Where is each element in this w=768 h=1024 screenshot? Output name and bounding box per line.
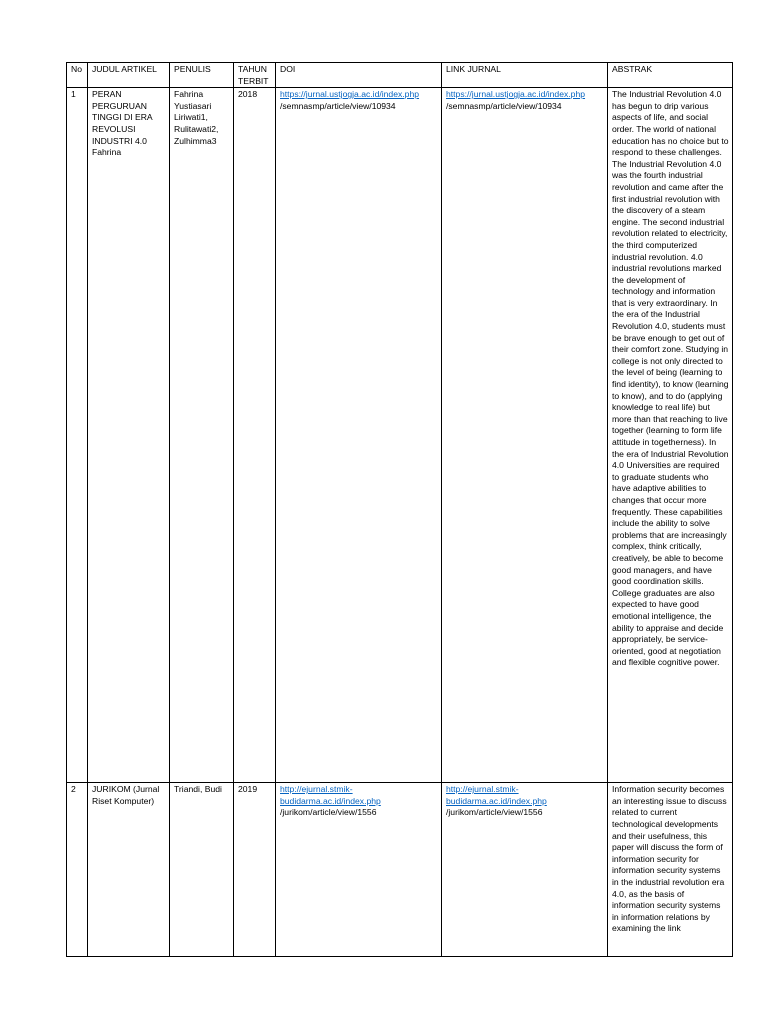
cell-link-jurnal: [442, 783, 608, 957]
journal-link-path: /semnasmp/article/view/10934: [446, 100, 562, 111]
doi-link[interactable]: https://jurnal.ustjogja.ac.id/index.php: [280, 89, 420, 100]
table-row: [67, 783, 733, 957]
header-doi: DOI: [276, 63, 442, 88]
cell-link-jurnal: [442, 88, 608, 783]
cell-judul-artikel: JURIKOM (Jurnal Riset Komputer): [88, 783, 170, 957]
header-no: No: [67, 63, 88, 88]
cell-no: 1: [67, 88, 88, 783]
doi-link[interactable]: http://ejurnal.stmik-budidarma.ac.id/index.php: [280, 784, 381, 806]
journal-link-path: /jurikom/article/view/1556: [446, 807, 543, 818]
cell-penulis: Triandi, Budi: [170, 783, 234, 957]
header-judul-artikel: JUDUL ARTIKEL: [88, 63, 170, 88]
header-abstrak: ABSTRAK: [608, 63, 733, 88]
header-penulis: PENULIS: [170, 63, 234, 88]
table-header-row: [67, 63, 733, 88]
cell-penulis: Fahrina Yustiasari Liriwati1, Rulitawati2, Zulhimma3: [170, 88, 234, 783]
header-link-jurnal: LINK JURNAL: [442, 63, 608, 88]
cell-doi: [276, 88, 442, 783]
doi-path: /jurikom/article/view/1556: [280, 807, 377, 818]
cell-doi: [276, 783, 442, 957]
doi-path: /semnasmp/article/view/10934: [280, 100, 396, 111]
journal-link[interactable]: https://jurnal.ustjogja.ac.id/index.php: [446, 89, 586, 100]
header-tahun-terbit: TAHUN TERBIT: [234, 63, 276, 88]
cell-tahun-terbit: 2018: [234, 88, 276, 783]
cell-abstrak: Information security becomes an interesting issue to discuss related to current technological developments and their usefulness, this paper will discuss the form of information security for information security systems in the industrial revolution era 4.0, as the basis of information security systems in information relations by examining the link: [608, 783, 733, 957]
table-row: [67, 88, 733, 783]
journal-link[interactable]: http://ejurnal.stmik-budidarma.ac.id/index.php: [446, 784, 547, 806]
cell-no: 2: [67, 783, 88, 957]
cell-judul-artikel: PERAN PERGURUAN TINGGI DI ERA REVOLUSI INDUSTRI 4.0 Fahrina: [88, 88, 170, 783]
cell-tahun-terbit: 2019: [234, 783, 276, 957]
cell-abstrak: The Industrial Revolution 4.0 has begun to drip various aspects of life, and social order. The world of national education has no choice but to respond to these challenges. The Industrial Revolution 4.0 was the fourth industrial revolution and came after the first industrial revolution with the discovery of a steam engine. The second industrial revolution related to electricity, the third computerized industrial revolution. 4.0 industrial revolutions marked the development of technology and information that is very extraordinary. In the era of the Industrial Revolution 4.0, students must be brave enough to get out of their comfort zone. Studying in college is not only directed to the level of being (learning to find identity), to know (learning to know), and to do (applying knowledge to real life) but more than that reaching to live together (learning to form life attitude in togetherness). In the era of Industrial Revolution 4.0 Universities are required to graduate students who have adaptive abilities to changes that occur more frequently. These capabilities include the ability to solve problems that are increasingly complex, think critically, creatively, be able to become good managers, and have good coordination skills. College graduates are also expected to have good emotional intelligence, the ability to appraise and decide appropriately, be service-oriented, good at negotiation and flexible cognitive power.: [608, 88, 733, 783]
journal-table: [66, 62, 733, 957]
